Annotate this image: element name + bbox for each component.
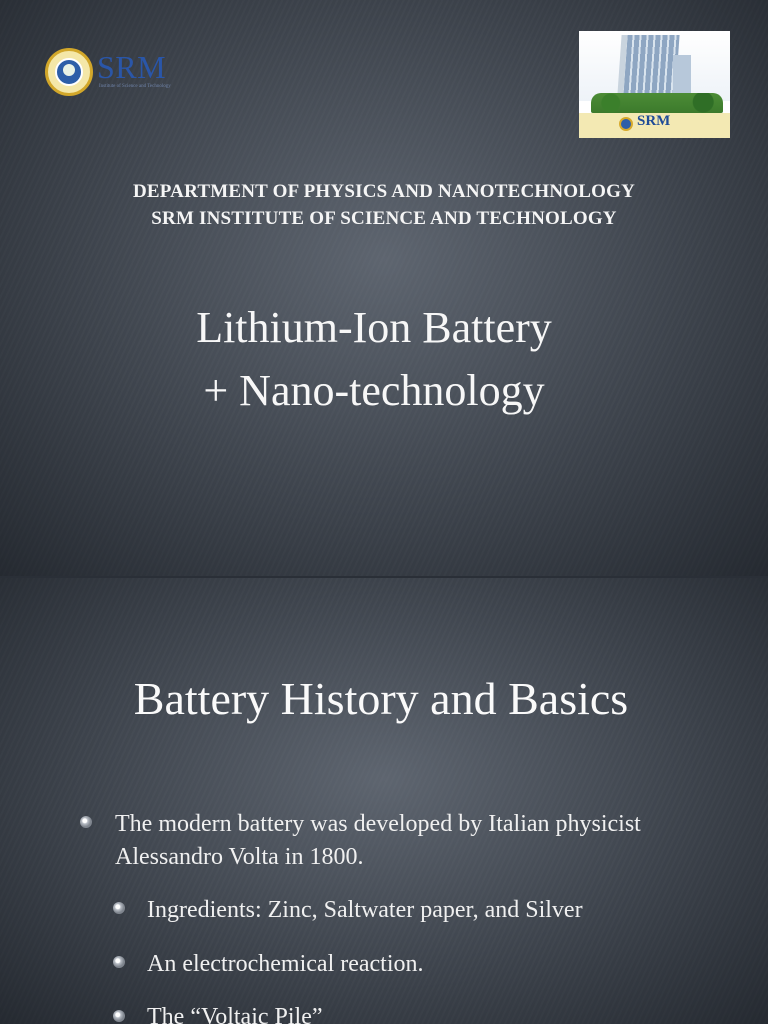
slide-title-line-1: Lithium-Ion Battery [196,303,552,352]
seal-icon [45,48,93,96]
bullet-icon [113,902,125,914]
bullet-item-2: Ingredients: Zinc, Saltwater paper, and Silver [147,897,583,923]
bullet-icon [113,1010,125,1022]
logo-text: SRM [97,49,167,85]
department-line-1: DEPARTMENT OF PHYSICS AND NANOTECHNOLOGY [132,181,636,202]
bullet-icon [113,956,125,968]
department-line-2: SRM INSTITUTE OF SCIENCE AND TECHNOLOGY [151,208,617,229]
srm-logo [45,48,185,98]
bullet-item-3: An electrochemical reaction. [147,951,424,977]
campus-building-photo [579,31,730,138]
bullet-icon [80,816,92,828]
slide-2-title: Battery History and Basics [133,673,629,724]
photo-logo-text: SRM [637,113,671,129]
slide-title-line-2: + Nano-technology [203,366,545,415]
seal-icon [619,117,633,131]
logo-subtext: Institute of Science and Technology [99,84,171,89]
bullet-item-4: The “Voltaic Pile” [147,1004,323,1024]
tree-icon [63,64,75,76]
bullet-item-1: The modern battery was developed by Italian physicist Alessandro Volta in 1800. [115,811,641,870]
